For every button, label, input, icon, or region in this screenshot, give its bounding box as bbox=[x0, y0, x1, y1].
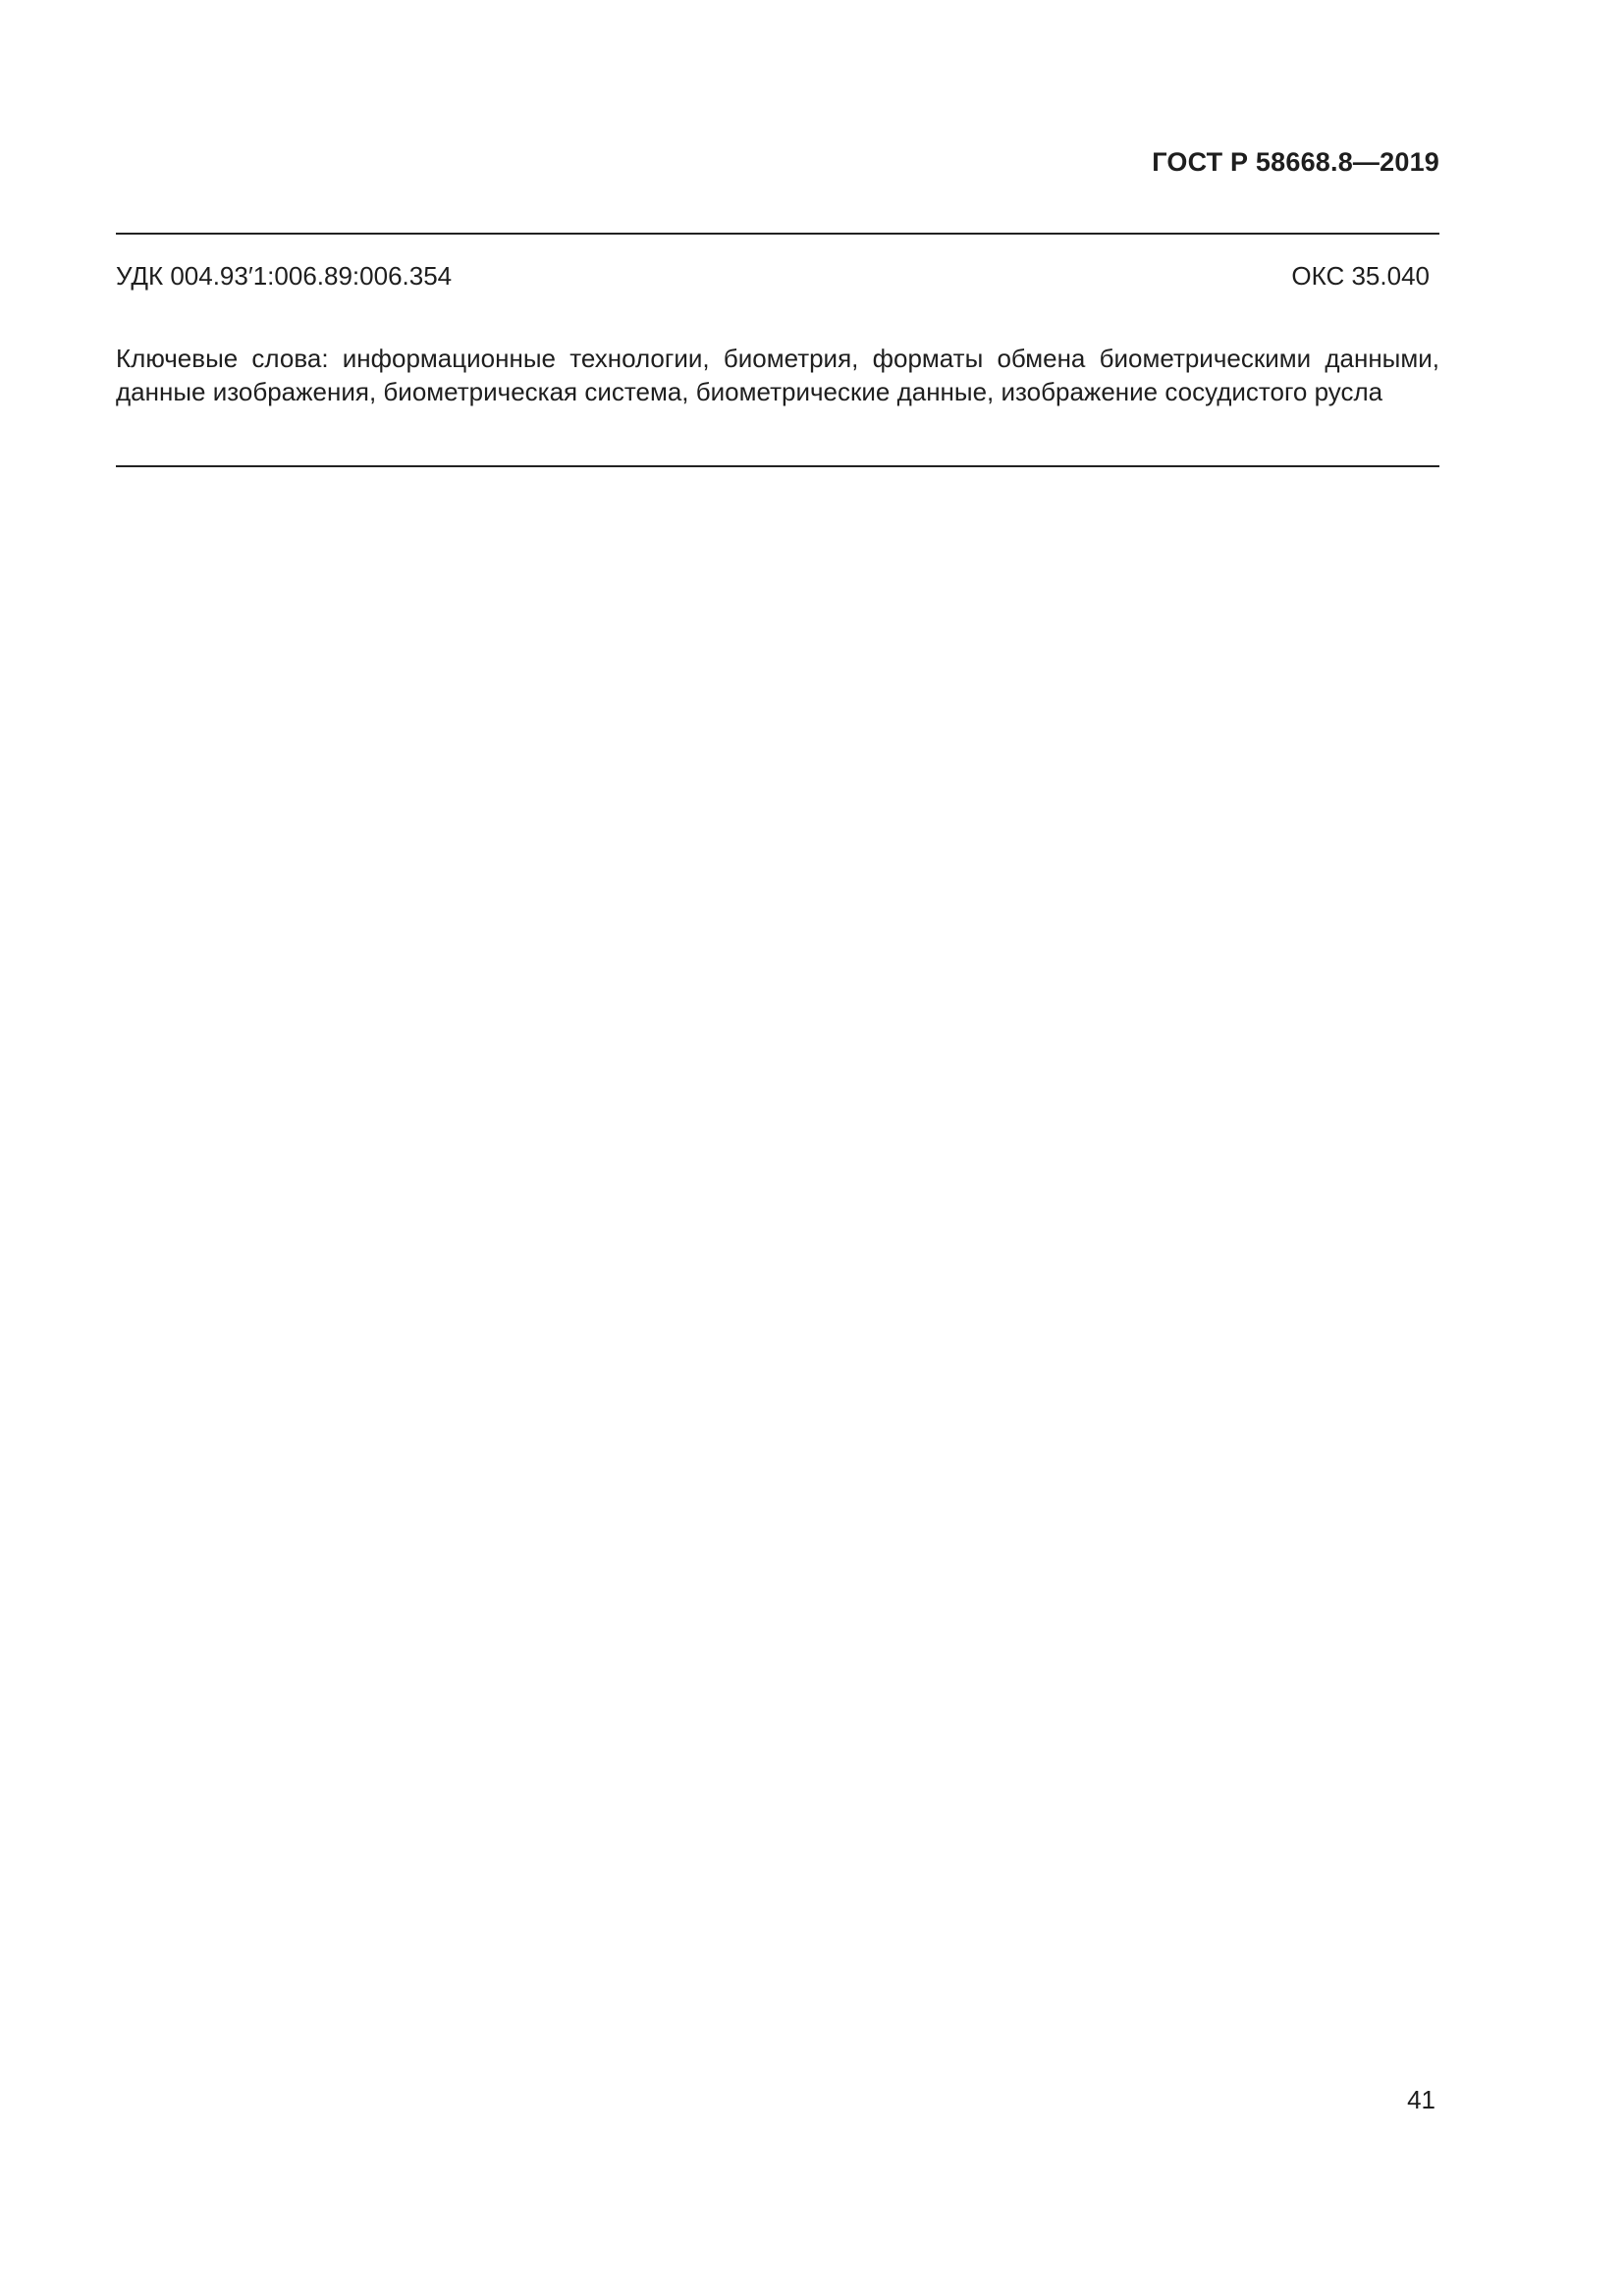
keywords-paragraph: Ключевые слова: информационные технологии, биометрия, форматы обмена биометрическими данными, данные изображения, биометрическая система, биометрические данные, изображение сосудистого русла bbox=[116, 344, 1439, 406]
ocs-code: ОКС 35.040 bbox=[1291, 261, 1430, 291]
bottom-divider bbox=[116, 465, 1439, 467]
top-divider bbox=[116, 233, 1439, 235]
page-number: 41 bbox=[1407, 2085, 1435, 2114]
udc-code: УДК 004.93′1:006.89:006.354 bbox=[116, 261, 453, 291]
document-code: ГОСТ Р 58668.8—2019 bbox=[1152, 147, 1439, 177]
classification-row bbox=[116, 261, 1430, 292]
